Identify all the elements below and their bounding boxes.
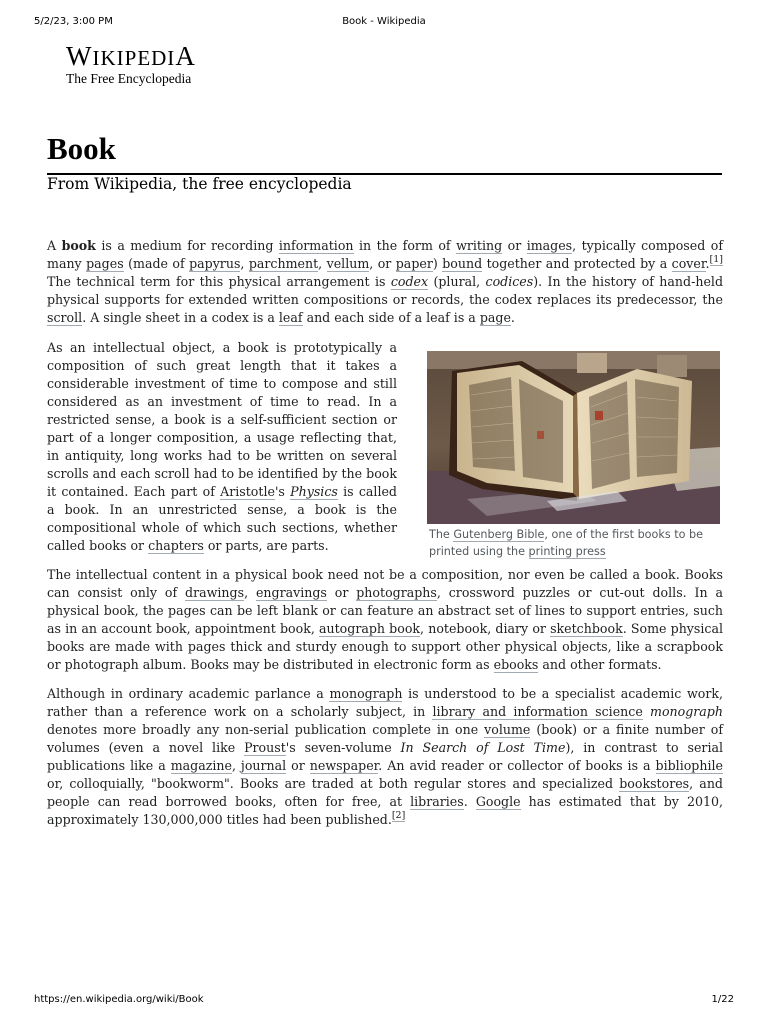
link-writing[interactable]: writing — [456, 238, 503, 253]
link-magazine[interactable]: magazine — [170, 758, 232, 773]
print-footer — [34, 994, 734, 1008]
link-google[interactable]: Google — [475, 794, 521, 809]
link-cover[interactable]: cover — [671, 256, 706, 271]
link-drawings[interactable]: drawings — [185, 585, 245, 600]
term-book: book — [61, 238, 96, 253]
figure-gutenberg-bible — [427, 351, 723, 560]
logo-tagline: The Free Encyclopedia — [66, 71, 192, 86]
article-body — [47, 237, 723, 840]
print-page-number: 1/22 — [711, 994, 734, 1005]
link-bound[interactable]: bound — [442, 256, 483, 271]
link-vellum[interactable]: vellum — [326, 256, 370, 271]
print-page-title: Book - Wikipedia — [342, 16, 426, 27]
link-library-and-information-science[interactable]: library and information science — [432, 704, 643, 719]
link-bookstores[interactable]: bookstores — [619, 776, 690, 791]
link-libraries[interactable]: libraries — [410, 794, 464, 809]
link-autograph-book[interactable]: autograph book — [319, 621, 421, 636]
link-newspaper[interactable]: newspaper — [309, 758, 379, 773]
link-parchment[interactable]: parchment — [248, 256, 319, 271]
print-header — [34, 16, 734, 30]
figure-caption: The Gutenberg Bible, one of the first books to be printed using the printing press — [429, 528, 704, 558]
link-engravings[interactable]: engravings — [255, 585, 327, 600]
link-images[interactable]: images — [526, 238, 573, 253]
link-chapters[interactable]: chapters — [148, 538, 204, 553]
link-leaf[interactable]: leaf — [278, 310, 303, 325]
link-ebooks[interactable]: ebooks — [493, 657, 539, 672]
wikipedia-wordmark: WIKIPEDIA — [66, 41, 196, 71]
link-sketchbook[interactable]: sketchbook — [550, 621, 623, 636]
citation-1[interactable]: [1] — [709, 253, 723, 265]
wikipedia-logo[interactable] — [66, 42, 196, 87]
citation-2[interactable]: [2] — [391, 809, 406, 821]
link-scroll[interactable]: scroll — [47, 310, 83, 325]
paragraph-content: The intellectual content in a physical book need not be a composition, nor even be called a book. Books can consist only of drawings, engravings or photographs, crossword puzzles or cut-out dolls. In a physical book, the pages can be left blank or can feature an abstract set of lines to support entries, such as in an account book, appointment book, autograph book, notebook, diary or sketchbook. Some physical books are made with pages thick and sturdy enough to support other physical objects, like a scrapbook or photograph album. Books may be distributed in electronic form as ebooks and other formats. — [47, 567, 724, 672]
link-photographs[interactable]: photographs — [356, 585, 437, 600]
gutenberg-bible-photo[interactable] — [427, 351, 720, 524]
link-paper[interactable]: paper — [395, 256, 433, 271]
link-printing-press[interactable]: printing press — [528, 545, 606, 558]
paragraph-intellectual-object: As an intellectual object, a book is prototypically a composition of such great length that it takes a considerable investment of time to compose and still considered as an investment of time to read. In a restricted sense, a book is a self-sufficient section or part of a longer composition, a usage reflecting that, in antiquity, long works had to be written on several scrolls and each scroll had to be identified by the book it contained. Each part of Aristotle's Physics is called a book. In an unrestricted sense, a book is the compositional whole of which such sections, whether called books or chapters or parts, are parts. — [47, 340, 397, 553]
term-codices: codices — [485, 274, 534, 289]
link-proust[interactable]: Proust — [244, 740, 286, 755]
page-title: Book — [47, 131, 116, 166]
link-aristotle[interactable]: Aristotle — [220, 484, 275, 499]
paragraph-intro: A book is a medium for recording information in the form of writing or images, typically composed of many pages (made of papyrus, parchment, vellum, or paper) bound together and protected by a cover.[1] The technical term for this physical arrangement is codex (plural, codices). In the history of hand-held physical supports for extended written compositions or records, the codex replaces its predecessor, the scroll. A single sheet in a codex is a leaf and each side of a leaf is a page. — [47, 238, 724, 325]
paragraph-monograph: Although in ordinary academic parlance a monograph is understood to be a specialist academic work, rather than a reference work on a scholarly subject, in library and information science monograph denotes more broadly any non-serial publication complete in one volume (book) or a finite number of volumes (even a novel like Proust's seven-volume In Search of Lost Time), in contrast to serial publications like a magazine, journal or newspaper. An avid reader or collector of books is a bibliophile or, colloquially, "bookworm". Books are traded at both regular stores and specialized bookstores, and people can read borrowed books, often for free, at libraries. Google has estimated that by 2010, approximately 130,000,000 titles had been published.[2] — [47, 686, 724, 827]
site-subtitle: From Wikipedia, the free encyclopedia — [47, 175, 352, 193]
link-volume[interactable]: volume — [484, 722, 531, 737]
print-date: 5/2/23, 3:00 PM — [34, 16, 113, 27]
term-monograph: monograph — [650, 704, 723, 719]
link-information[interactable]: information — [278, 238, 354, 253]
link-journal[interactable]: journal — [240, 758, 287, 773]
link-papyrus[interactable]: papyrus — [189, 256, 241, 271]
link-physics[interactable]: Physics — [290, 484, 338, 499]
link-codex[interactable]: codex — [390, 274, 429, 289]
link-monograph[interactable]: monograph — [329, 686, 403, 701]
print-url: https://en.wikipedia.org/wiki/Book — [34, 994, 204, 1005]
link-gutenberg-bible[interactable]: Gutenberg Bible — [453, 528, 545, 541]
title-in-search-of-lost-time: In Search of Lost Time — [400, 740, 566, 755]
link-pages[interactable]: pages — [86, 256, 124, 271]
link-page[interactable]: page — [479, 310, 511, 325]
link-bibliophile[interactable]: bibliophile — [655, 758, 723, 773]
